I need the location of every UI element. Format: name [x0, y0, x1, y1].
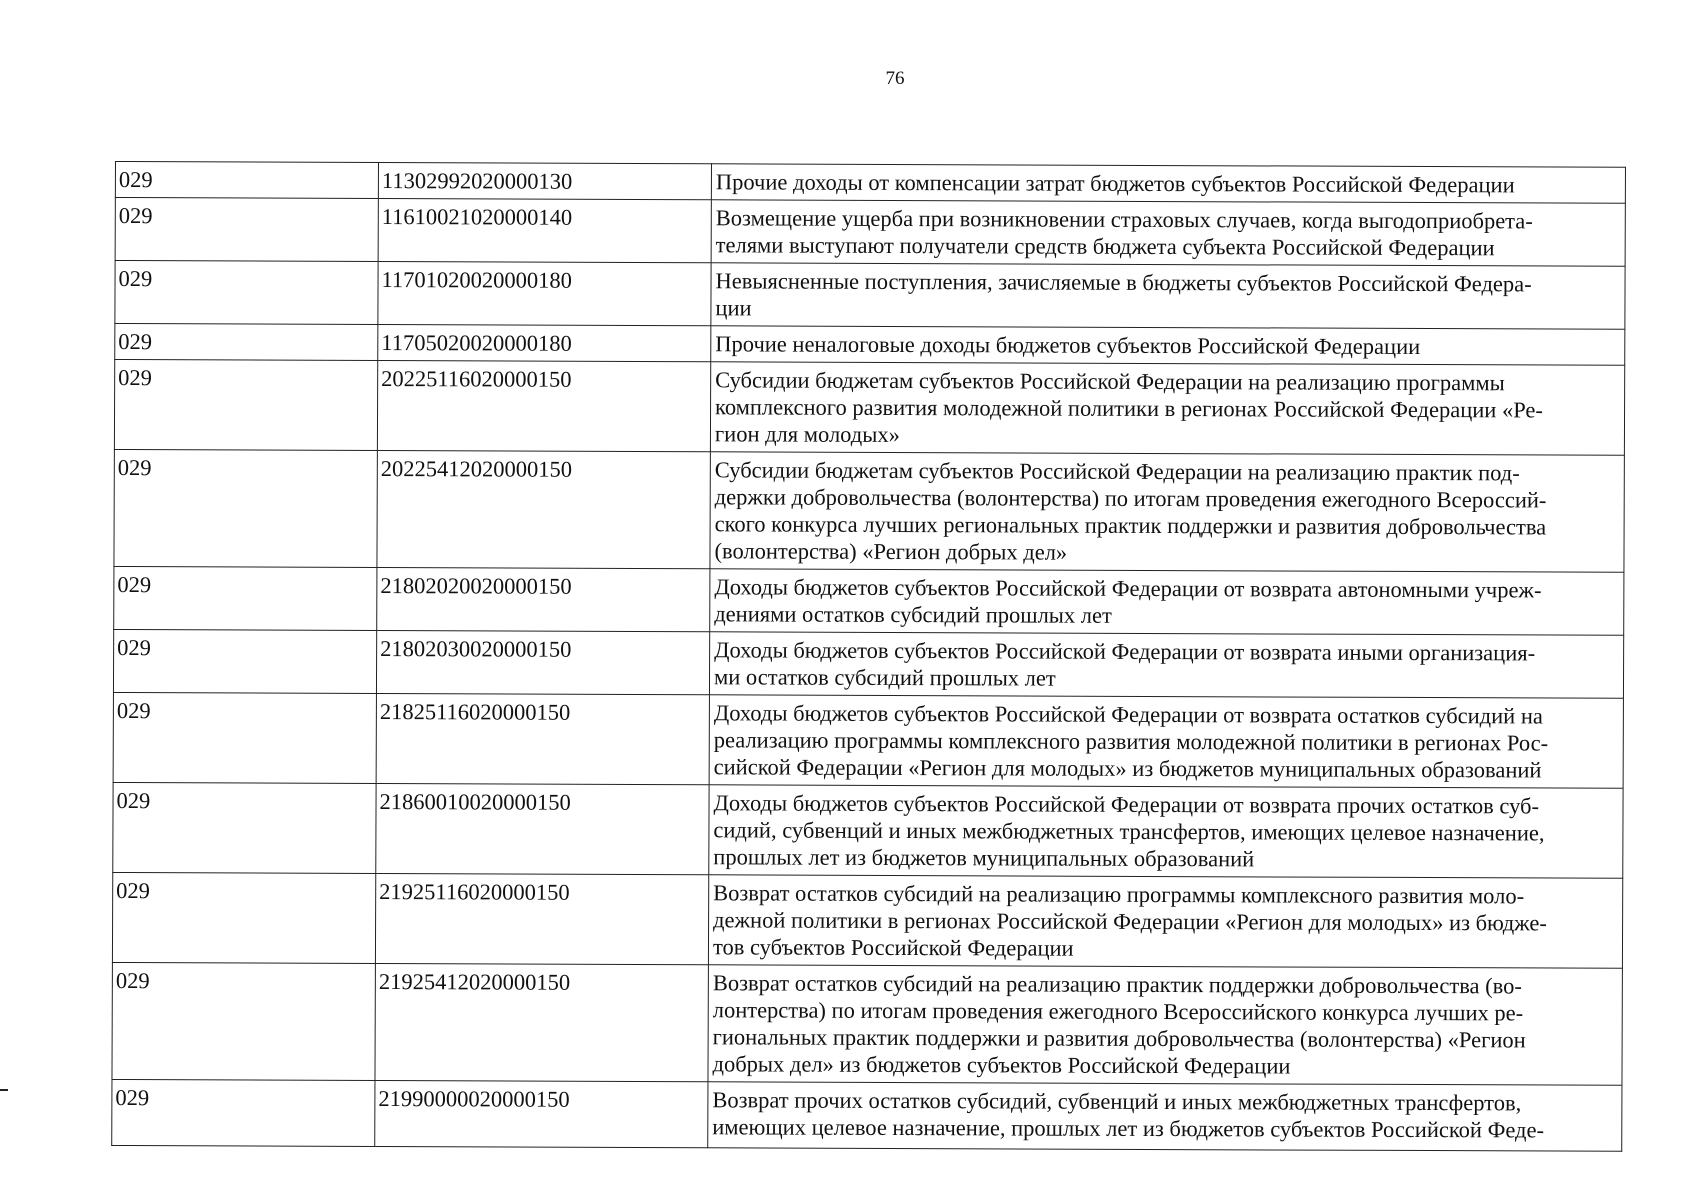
description-line: Возмещение ущерба при возникновении страховых случаев, когда выгодоприобрета-	[715, 205, 1533, 234]
budget-code-cell: 20225116020000150	[377, 361, 710, 452]
description-line: лонтерства) по итогам проведения ежегодного Всероссийского конкурса лучших ре-	[712, 997, 1524, 1026]
budget-codes-table	[111, 161, 1626, 1152]
description-line: Доходы бюджетов субъектов Российской Федерации от возврата прочих остатков суб-	[713, 790, 1540, 819]
description-line: ми остатков субсидий прошлых лет	[713, 664, 1056, 691]
description-cell	[710, 452, 1624, 573]
budget-code-cell: 11610021020000140	[378, 199, 711, 263]
description-line: гион для молодых»	[714, 421, 900, 448]
budget-code-cell: 21802030020000150	[376, 631, 709, 695]
description-cell	[709, 695, 1623, 789]
description-line: ского конкурса лучших региональных практик поддержки и развития добровольчества	[714, 511, 1547, 540]
description-line: Субсидии бюджетам субъектов Российской Федерации на реализацию практик под-	[714, 457, 1520, 486]
table-row	[115, 324, 1625, 366]
table-row	[114, 360, 1624, 456]
description-line: Доходы бюджетов субъектов Российской Федерации от возврата остатков субсидий на	[713, 700, 1543, 729]
budget-code-cell: 21860010020000150	[376, 784, 709, 875]
description-line: дениями остатков субсидий прошлых лет	[714, 601, 1112, 628]
budget-code-cell: 21990000020000150	[375, 1081, 708, 1148]
admin-code-cell: 029	[115, 162, 378, 199]
description-line: реализацию программы комплексного развития молодежной политики в регионах Рос-	[713, 727, 1549, 756]
description-cell	[710, 362, 1624, 456]
admin-code-cell: 029	[113, 629, 376, 693]
budget-code-cell: 21825116020000150	[376, 694, 709, 785]
description-cell	[708, 1082, 1622, 1152]
admin-code-cell: 029	[113, 782, 376, 873]
description-line: прошлых лет из бюджетов муниципальных образований	[713, 844, 1255, 872]
table-row	[115, 198, 1625, 267]
budget-code-cell: 21925412020000150	[375, 964, 708, 1082]
budget-code-cell: 21925116020000150	[375, 874, 708, 965]
description-line: Доходы бюджетов субъектов Российской Федерации от возврата иными организация-	[714, 637, 1536, 666]
admin-code-cell: 029	[113, 692, 376, 783]
table-row	[115, 162, 1625, 204]
table-row	[113, 629, 1623, 698]
description-line: Возврат остатков субсидий на реализацию программы комплексного развития моло-	[713, 880, 1525, 909]
description-line: комплексного развития молодежной политики в регионах Российской Федерации «Ре-	[715, 394, 1543, 423]
description-line: имеющих целевое назначение, прошлых лет из бюджетов субъектов Российской Феде-	[712, 1114, 1545, 1143]
admin-code-cell: 029	[112, 872, 375, 963]
table-row	[113, 692, 1623, 788]
table-row	[112, 962, 1622, 1085]
table-row	[113, 782, 1623, 878]
description-cell	[708, 965, 1622, 1086]
table-row	[114, 449, 1624, 572]
description-line: Субсидии бюджетам субъектов Российской Федерации на реализацию программы	[715, 367, 1505, 396]
admin-code-cell: 029	[112, 962, 375, 1080]
budget-code-cell: 11705020020000180	[378, 325, 711, 362]
table-row	[115, 261, 1625, 330]
budget-code-cell: 20225412020000150	[377, 451, 710, 569]
budget-code-cell: 11302992020000130	[378, 163, 711, 200]
description-line: добрых дел» из бюджетов субъектов Российской Федерации	[712, 1051, 1291, 1079]
description-cell	[710, 569, 1624, 636]
description-cell	[709, 785, 1623, 879]
description-cell	[709, 632, 1623, 699]
description-line: держки добровольчества (волонтерства) по итогам проведения ежегодного Всероссий-	[714, 484, 1547, 513]
description-cell	[708, 875, 1622, 969]
description-line: (волонтерства) «Регион добрых дел»	[714, 538, 1068, 565]
table-row	[112, 1079, 1622, 1151]
description-line: Доходы бюджетов субъектов Российской Федерации от возврата автономными учреж-	[714, 574, 1542, 603]
admin-code-cell: 029	[115, 198, 378, 262]
description-line: сийской Федерации «Регион для молодых» из бюджетов муниципальных образований	[713, 754, 1542, 783]
description-line: Возврат прочих остатков субсидий, субвенций и иных межбюджетных трансфертов,	[712, 1087, 1522, 1116]
admin-code-cell: 029	[114, 360, 377, 451]
table-row	[112, 872, 1622, 968]
admin-code-cell: 029	[115, 324, 378, 361]
admin-code-cell: 029	[112, 1079, 375, 1146]
description-cell	[711, 164, 1625, 204]
description-line: Прочие доходы от компенсации затрат бюджетов субъектов Российской Федерации	[715, 169, 1515, 198]
description-line: Прочие неналоговые доходы бюджетов субъектов Российской Федерации	[715, 331, 1421, 360]
description-line: дежной политики в регионах Российской Федерации «Регион для молодых» из бюдже-	[713, 907, 1547, 936]
budget-code-cell: 21802020020000150	[377, 568, 710, 632]
description-line: тов субъектов Российской Федерации	[712, 934, 1074, 961]
admin-code-cell: 029	[114, 449, 377, 567]
description-line: сидий, субвенций и иных межбюджетных трансфертов, имеющих целевое назначение,	[713, 817, 1545, 846]
description-line: ции	[715, 295, 752, 321]
description-cell	[711, 200, 1625, 267]
description-line: Возврат остатков субсидий на реализацию практик поддержки добровольчества (во-	[712, 970, 1522, 999]
description-cell	[711, 263, 1625, 330]
admin-code-cell: 029	[114, 566, 377, 630]
page-number: 76	[885, 68, 905, 89]
description-line: гиональных практик поддержки и развития добровольчества (волонтерства) «Регион	[712, 1024, 1526, 1053]
description-cell	[711, 326, 1625, 366]
margin-mark	[0, 1089, 8, 1091]
description-line: Невыясненные поступления, зачисляемые в бюджеты субъектов Российской Федера-	[715, 268, 1532, 297]
budget-code-cell: 11701020020000180	[378, 262, 711, 326]
table-row	[114, 566, 1624, 635]
admin-code-cell: 029	[115, 261, 378, 325]
description-line: телями выступают получатели средств бюджета субъекта Российской Федерации	[715, 232, 1495, 261]
